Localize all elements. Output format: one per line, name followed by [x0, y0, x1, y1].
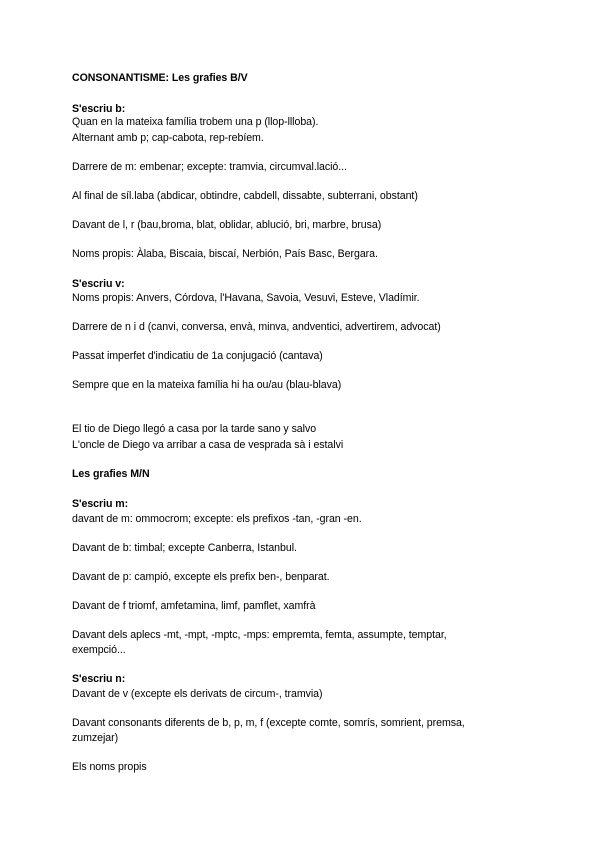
example-spanish: El tio de Diego llegó a casa por la tarde sano y salvo — [72, 423, 317, 435]
rule-n-before-v: Davant de v (excepte els derivats de circum-, tramvia) — [72, 688, 323, 700]
example-catalan: L'oncle de Diego va arribar a casa de vesprada sà i estalvi — [72, 439, 344, 451]
rule-m-clusters-cont: exempció... — [72, 644, 126, 656]
rule-b-after-m: Darrere de m: embenar; excepte: tramvia, circumval.lació... — [72, 161, 347, 173]
rule-m-before-f: Davant de f triomf, amfetamina, limf, pamflet, xamfrà — [72, 600, 316, 612]
rule-n-consonants: Davant consonants diferents de b, p, m, f (excepte comte, somrís, somrient, premsa, — [72, 717, 465, 729]
rule-m-before-p: Davant de p: campió, excepte els prefix ben-, benparat. — [72, 571, 330, 583]
rule-v-after-n-d: Darrere de n i d (canvi, conversa, envà, minva, andventici, advertirem, advocat) — [72, 321, 441, 333]
rule-n-consonants-cont: zumzejar) — [72, 732, 119, 744]
rule-b-syllable-end: Al final de síl.laba (abdicar, obtindre, cabdell, dissabte, subterrani, obstant) — [72, 190, 418, 202]
rule-m-clusters: Davant dels aplecs -mt, -mpt, -mptc, -mps: empremta, femta, assumpte, temptar, — [72, 629, 447, 641]
heading-v: S'escriu v: — [72, 278, 125, 290]
document-title: CONSONANTISME: Les grafies B/V — [72, 72, 248, 84]
rule-m-before-b: Davant de b: timbal; excepte Canberra, Istanbul. — [72, 542, 297, 554]
heading-b: S'escriu b: — [72, 103, 126, 115]
section-title-mn: Les grafies M/N — [72, 468, 150, 480]
heading-m: S'escriu m: — [72, 498, 129, 510]
rule-b-before-l-r: Davant de l, r (bau,broma, blat, oblidar, ablució, bri, marbre, brusa) — [72, 219, 382, 231]
heading-n: S'escriu n: — [72, 673, 126, 685]
rule-v-imperfect: Passat imperfet d'indicatiu de 1a conjugació (cantava) — [72, 350, 323, 362]
rule-v-proper-names: Noms propis: Anvers, Córdova, l'Havana, Savoia, Vesuvi, Esteve, Vladímir. — [72, 292, 420, 304]
rule-n-proper-names: Els noms propis — [72, 761, 147, 773]
rule-v-family: Sempre que en la mateixa família hi ha ou/au (blau-blava) — [72, 379, 342, 391]
rule-m-before-m: davant de m: ommocrom; excepte: els prefixos -tan, -gran -en. — [72, 513, 362, 525]
rule-b-alternant: Alternant amb p; cap-cabota, rep-rebíem. — [72, 132, 264, 144]
rule-b-family: Quan en la mateixa família trobem una p (llop-llloba). — [72, 116, 319, 128]
rule-b-proper-names: Noms propis: Àlaba, Biscaia, biscaí, Nerbión, País Basc, Bergara. — [72, 248, 378, 260]
